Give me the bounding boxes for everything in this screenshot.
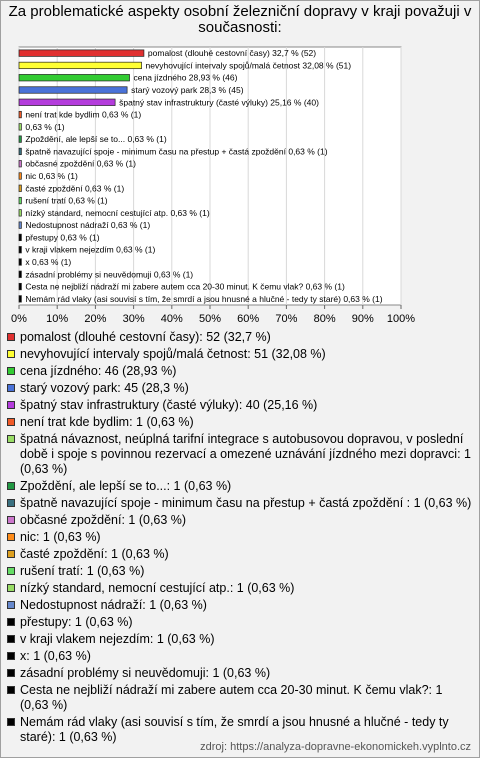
legend-label: pomalost (dlouhé cestovní časy): 52 (32,7 %) [20,330,271,344]
bar-label: Cesta ne nejbliží nádraží mi zabere autem cca 20-30 minut. K čemu vlak? 0,63 % (1) [25,281,345,292]
legend [7,330,473,747]
legend-swatch [7,482,15,490]
bar [19,136,21,143]
legend-item [7,432,473,477]
legend-item [7,649,473,664]
bar-label: nic 0,63 % (1) [25,171,78,181]
bar [19,62,142,69]
bar-label: cena jízdného 28,93 % (46) [133,72,238,83]
bar [19,185,21,192]
x-tick-label: 20% [84,313,107,325]
legend-label: starý vozový park: 45 (28,3 %) [20,381,189,395]
legend-label: Nemám rád vlaky (asi souvisí s tím, že smrdí a jsou hnusné a hlučné - tedy ty staré): 1 (0,63 %) [20,715,449,744]
legend-item [7,598,473,613]
legend-label: není trat kde bydlim: 1 (0,63 %) [20,415,194,429]
legend-item [7,632,473,647]
legend-swatch [7,601,15,609]
legend-label: Zpoždění, ale lepší se to...: 1 (0,63 %) [20,479,232,493]
bar [19,160,21,167]
bar [19,283,21,290]
legend-label: Nedostupnost nádraží: 1 (0,63 %) [20,598,207,612]
bar-label: nevyhovující intervaly spojů/malá četnost 32,08 % (51) [145,60,352,71]
x-tick-label: 80% [313,313,336,325]
bar [19,124,21,131]
bar [19,74,130,81]
x-tick-label: 100% [386,313,416,325]
bar [19,87,127,94]
legend-item [7,415,473,430]
x-tick-label: 10% [46,313,69,325]
legend-swatch [7,652,15,660]
bar [19,197,21,204]
legend-swatch [7,499,15,507]
legend-swatch [7,435,15,443]
x-tick-label: 70% [275,313,298,325]
bar-label: nízký standard, nemocní cestující atp. 0,63 % (1) [25,207,210,218]
x-tick-label: 60% [237,313,260,325]
bar [19,148,21,155]
bar [19,234,21,241]
legend-label: špatně navazující spoje - minimum času na přestup + častá zpoždění : 1 (0,63 %) [20,496,472,510]
bar-label: není trat kde bydlim 0,63 % (1) [25,109,142,120]
legend-swatch [7,533,15,541]
legend-item [7,381,473,396]
legend-item [7,683,473,713]
bar-label: 0,63 % (1) [25,121,65,132]
bar-label: zásadní problémy si neuvědomuji 0,63 % (1) [25,269,194,280]
bar [19,296,21,303]
legend-swatch [7,718,15,726]
legend-swatch [7,367,15,375]
bar-label: Zpoždění, ale lepší se to... 0,63 % (1) [25,134,167,145]
bar-label: špatně navazující spoje - minimum času na přestup + častá zpoždění 0,63 % (1) [25,146,328,157]
legend-swatch [7,584,15,592]
bar [19,246,21,253]
legend-item [7,330,473,345]
legend-swatch [7,516,15,524]
legend-item [7,496,473,511]
bar-label: občasné zpoždění 0,63 % (1) [25,158,136,169]
legend-item [7,564,473,579]
x-tick-label: 30% [122,313,145,325]
legend-label: cena jízdného: 46 (28,93 %) [20,364,177,378]
legend-label: nízký standard, nemocní cestující atp.: 1 (0,63 %) [20,581,295,595]
bar [19,222,21,229]
legend-label: přestupy: 1 (0,63 %) [20,615,133,629]
legend-item [7,615,473,630]
legend-item [7,364,473,379]
legend-label: x: 1 (0,63 %) [20,649,91,663]
legend-swatch [7,618,15,626]
legend-swatch [7,333,15,341]
legend-swatch [7,384,15,392]
legend-item [7,666,473,681]
bar [19,99,115,106]
legend-label: špatná návaznost, neúplná tarifní integrace s autobusovou dopravou, v poslední době i spoje s povinnou rezervací a omezené uznávání jízdného mezi dopravci: 1 (0,63 %) [20,432,471,476]
bar-label: rušení tratí 0,63 % (1) [25,195,108,206]
bar-label: starý vozový park 28,3 % (45) [131,85,244,95]
legend-swatch [7,686,15,694]
x-tick-label: 40% [160,313,183,325]
legend-item [7,347,473,362]
legend-swatch [7,350,15,358]
legend-label: nic: 1 (0,63 %) [20,530,101,544]
bar-label: v kraji vlakem nejezdím 0,63 % (1) [25,244,156,255]
bar [19,173,21,180]
legend-item [7,530,473,545]
bar [19,271,21,278]
legend-label: špatný stav infrastruktury (časté výluky): 40 (25,16 %) [20,398,318,412]
legend-item [7,581,473,596]
bar-chart [1,1,479,331]
bar-label: časté zpoždění 0,63 % (1) [25,183,125,194]
x-tick-label: 90% [351,313,374,325]
legend-label: časté zpoždění: 1 (0,63 %) [20,547,169,561]
bar-label: Nemám rád vlaky (asi souvisí s tím, že smrdí a jsou hnusné a hlučné - tedy ty staré) 0,63 % (1) [25,293,383,304]
legend-swatch [7,418,15,426]
legend-label: zásadní problémy si neuvědomuji: 1 (0,63 %) [20,666,271,680]
legend-swatch [7,567,15,575]
legend-swatch [7,550,15,558]
legend-swatch [7,401,15,409]
bar-label: přestupy 0,63 % (1) [25,232,100,243]
bar-label: x 0,63 % (1) [25,257,72,267]
legend-label: Cesta ne nejbliží nádraží mi zabere autem cca 20-30 minut. K čemu vlak?: 1 (0,63 %) [20,683,443,712]
bar-label: špatný stav infrastruktury (časté výluky) 25,16 % (40) [119,97,319,108]
legend-label: občasné zpoždění: 1 (0,63 %) [20,513,187,527]
x-tick-label: 0% [11,313,27,325]
legend-item [7,479,473,494]
legend-item [7,513,473,528]
bar [19,259,21,266]
legend-swatch [7,669,15,677]
legend-item [7,547,473,562]
legend-item [7,398,473,413]
bar [19,210,21,217]
x-tick-label: 50% [198,313,222,325]
bar-label: pomalost (dlouhé cestovní časy) 32,7 % (52) [147,48,317,59]
source-note[interactable]: zdroj: https://analyza-dopravne-ekonomickeh.vyplnto.cz [200,741,471,753]
legend-swatch [7,635,15,643]
legend-label: nevyhovující intervaly spojů/malá četnost: 51 (32,08 %) [20,347,326,361]
chart-title: Za problematické aspekty osobní železniční dopravy v kraji považuji v současnosti: [8,3,472,36]
bar [19,111,21,118]
bar [19,50,144,57]
bar-label: Nedostupnost nádraží 0,63 % (1) [25,220,151,231]
legend-label: rušení tratí: 1 (0,63 %) [20,564,145,578]
legend-label: v kraji vlakem nejezdím: 1 (0,63 %) [20,632,215,646]
